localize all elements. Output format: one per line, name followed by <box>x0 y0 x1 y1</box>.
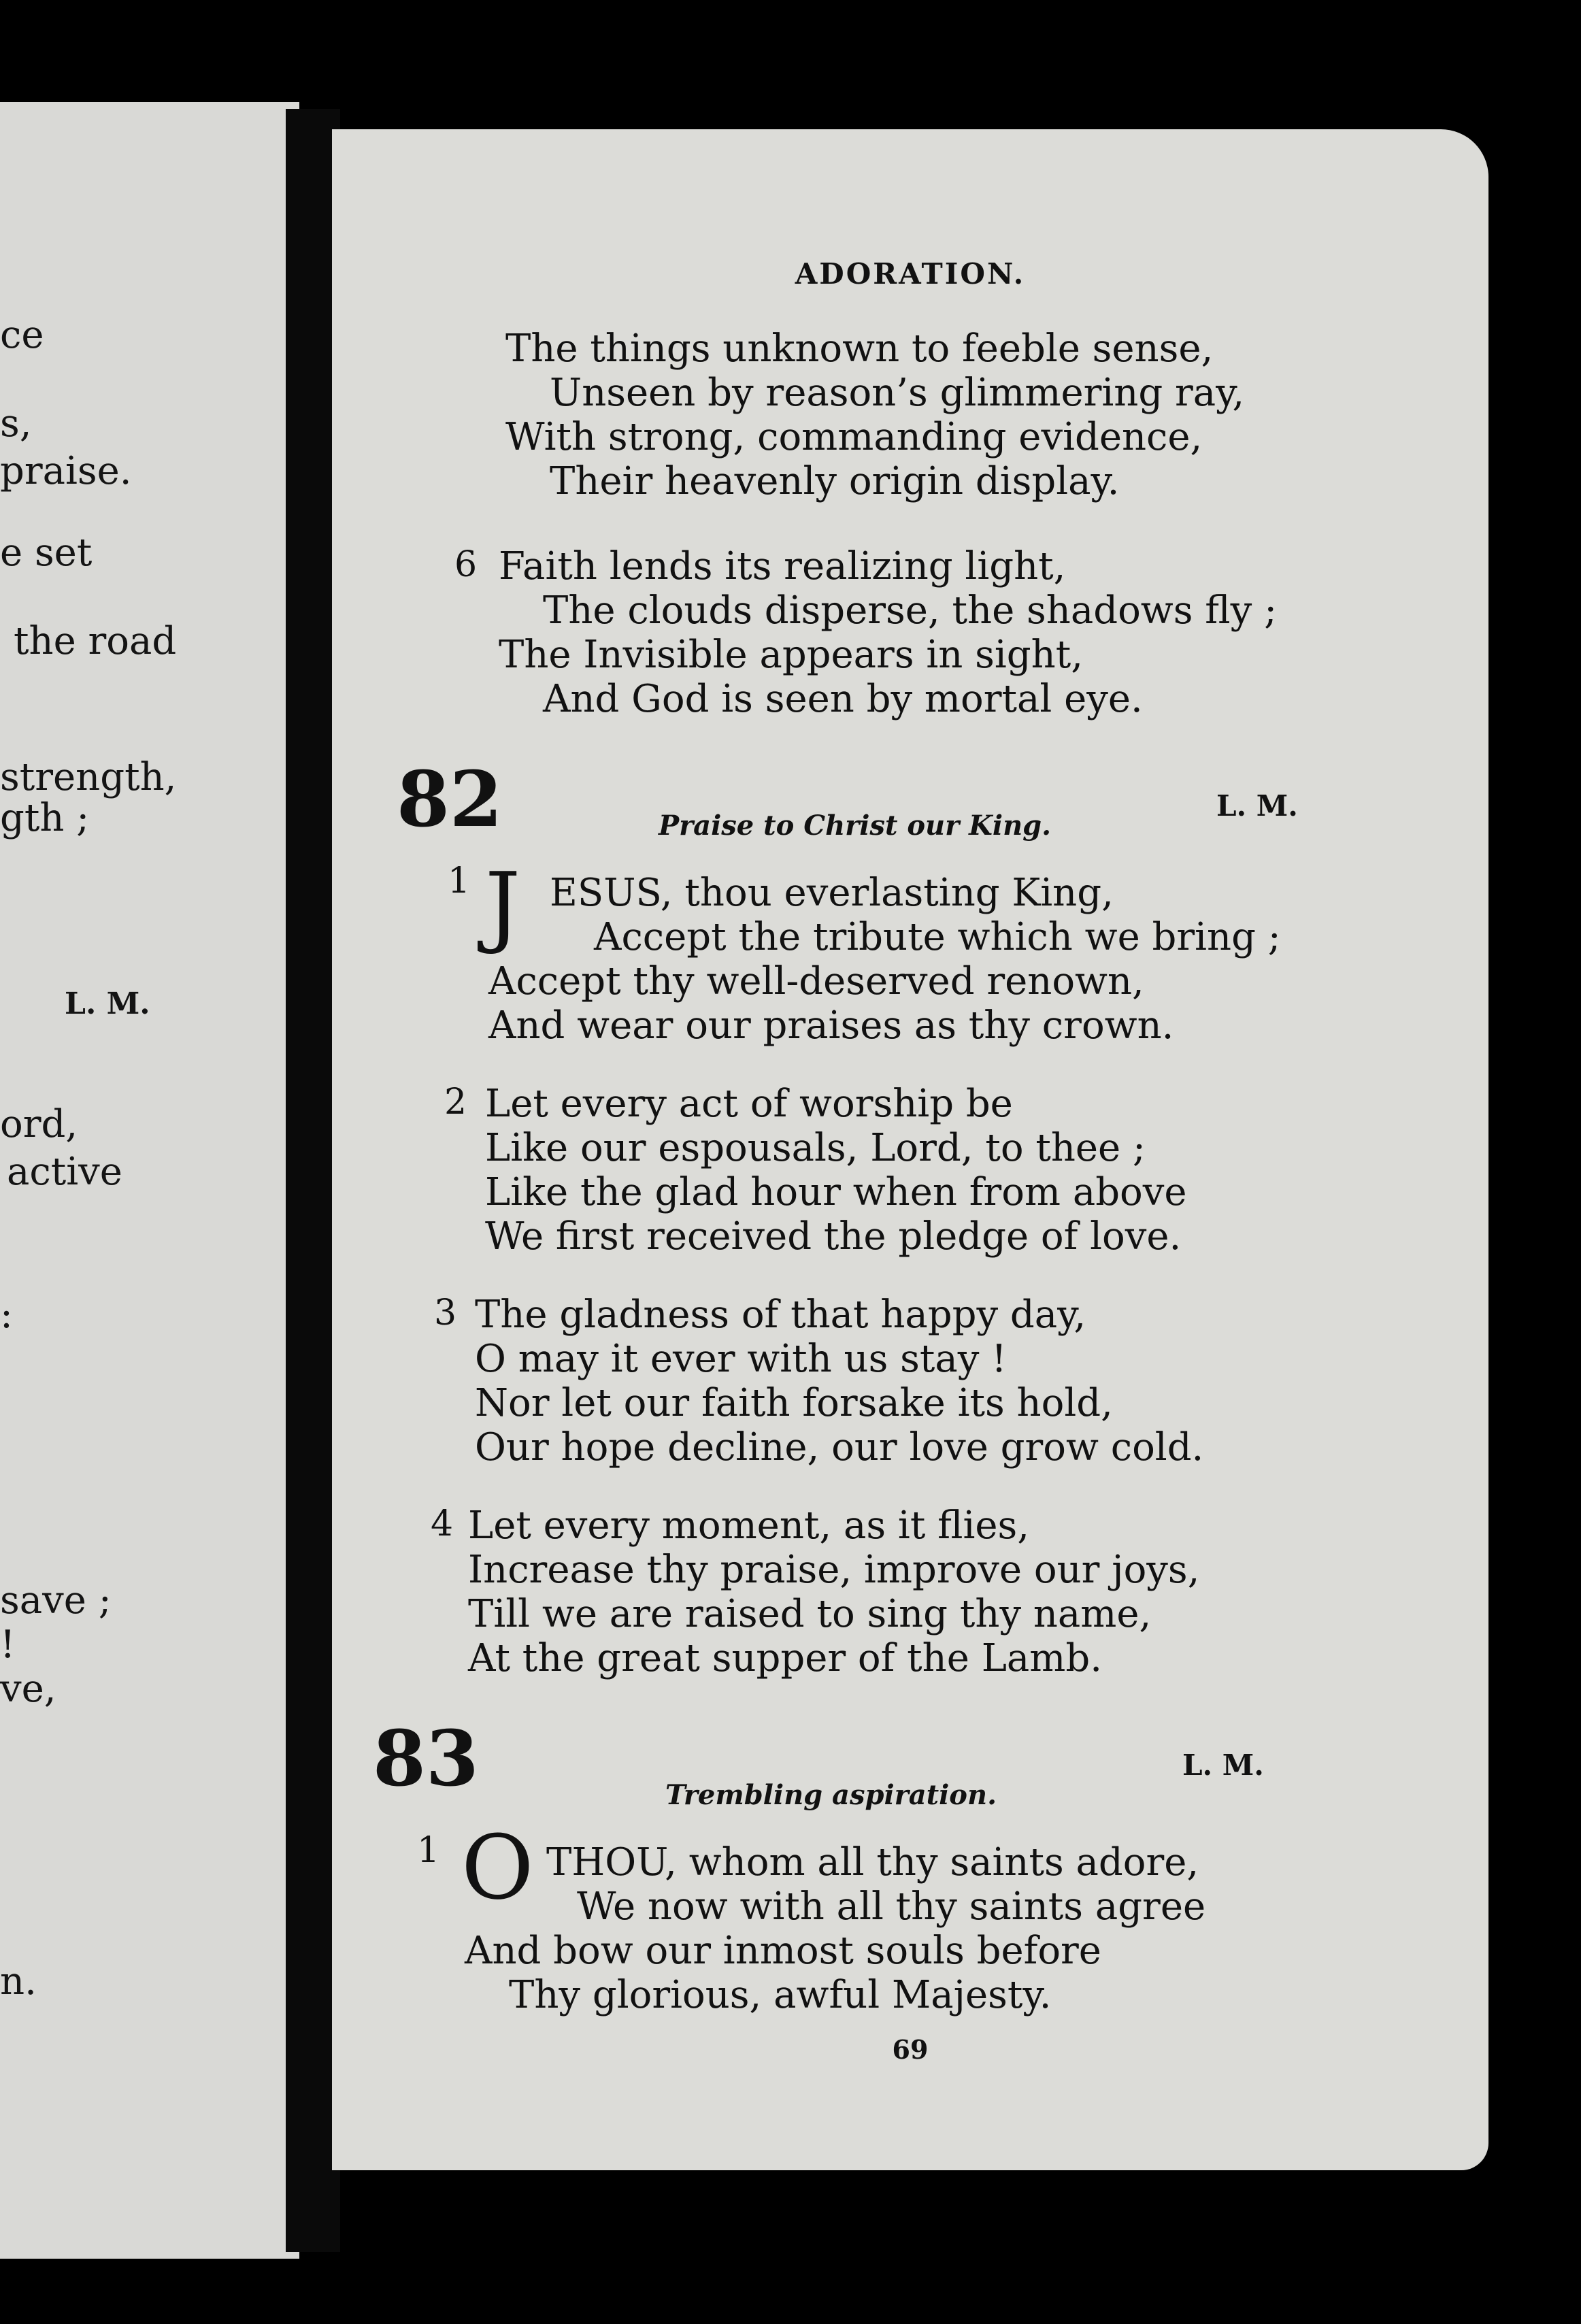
verse-line: O may it ever with us stay ! <box>475 1337 1007 1381</box>
verse-line: And bow our inmost souls before <box>465 1929 1101 1973</box>
verse-line: ESUS, thou everlasting King, <box>550 871 1114 915</box>
verse-line: Like the glad hour when from above <box>485 1170 1187 1214</box>
verse-line: Thy glorious, awful Majesty. <box>509 1973 1052 2017</box>
left-fragment: strength, <box>0 755 177 799</box>
left-fragment: gth ; <box>0 796 90 840</box>
drop-cap: J <box>485 853 521 957</box>
page-number: 69 <box>892 2034 929 2065</box>
verse-line: Increase thy praise, improve our joys, <box>468 1548 1200 1592</box>
right-page <box>332 129 1488 2170</box>
verse-line: Accept the tribute which we bring ; <box>594 915 1281 959</box>
left-fragment: ve, <box>0 1667 56 1711</box>
verse-line: The gladness of that happy day, <box>475 1293 1086 1337</box>
left-fragment: ord, <box>0 1102 78 1146</box>
verse-line: Like our espousals, Lord, to thee ; <box>485 1126 1146 1170</box>
verse-line: And wear our praises as thy crown. <box>488 1003 1174 1048</box>
left-fragment: ce <box>0 313 44 357</box>
verse-line: Unseen by reason’s glimmering ray, <box>550 371 1245 415</box>
verse-line: Accept thy well-deserved renown, <box>488 959 1144 1003</box>
verse-line: The things unknown to feeble sense, <box>505 327 1214 371</box>
hymn-meter: L. M. <box>1182 1748 1264 1782</box>
verse-line: Their heavenly origin display. <box>550 459 1120 503</box>
verse-number: 1 <box>448 861 471 901</box>
verse-line: We now with all thy saints agree <box>577 1885 1206 1929</box>
drop-cap: O <box>461 1816 534 1919</box>
left-fragment: the road <box>14 619 177 663</box>
left-fragment: n. <box>0 1959 37 2004</box>
verse-number: 4 <box>431 1504 454 1544</box>
verse-number: 1 <box>417 1830 440 1871</box>
hymn-meter: L. M. <box>1216 789 1298 823</box>
hymn-title: Trembling aspiration. <box>665 1779 997 1811</box>
left-fragment: s, <box>0 401 32 446</box>
verse-line: At the great supper of the Lamb. <box>468 1636 1103 1680</box>
left-fragment: active <box>7 1150 122 1194</box>
verse-number: 2 <box>444 1082 467 1123</box>
verse-line: Our hope decline, our love grow cold. <box>475 1425 1204 1470</box>
verse-line: The clouds disperse, the shadows fly ; <box>543 588 1277 633</box>
hymn-number: 83 <box>373 1714 479 1804</box>
left-fragment: praise. <box>0 449 132 493</box>
verse-line: Let every act of worship be <box>485 1082 1013 1126</box>
verse-line: Faith lends its realizing light, <box>499 544 1066 588</box>
verse-line: THOU, whom all thy saints adore, <box>546 1840 1199 1885</box>
hymn-number: 82 <box>397 755 503 844</box>
left-fragment: ! <box>0 1623 16 1667</box>
verse-line: We first received the pledge of love. <box>485 1214 1182 1259</box>
verse-line: The Invisible appears in sight, <box>499 633 1084 677</box>
page-header: ADORATION. <box>795 257 1026 290</box>
left-fragment: e set <box>0 531 93 575</box>
verse-line: With strong, commanding evidence, <box>505 415 1203 459</box>
left-fragment: L. M. <box>65 986 150 1021</box>
left-page <box>0 102 299 2259</box>
verse-line: And God is seen by mortal eye. <box>543 677 1143 721</box>
verse-line: Let every moment, as it flies, <box>468 1504 1030 1548</box>
left-fragment: save ; <box>0 1578 112 1623</box>
hymn-title: Praise to Christ our King. <box>659 810 1052 842</box>
left-fragment: : <box>0 1293 13 1337</box>
verse-line: Till we are raised to sing thy name, <box>468 1592 1152 1636</box>
verse-number: 6 <box>454 544 478 585</box>
verse-line: Nor let our faith forsake its hold, <box>475 1381 1113 1425</box>
verse-number: 3 <box>434 1293 457 1333</box>
